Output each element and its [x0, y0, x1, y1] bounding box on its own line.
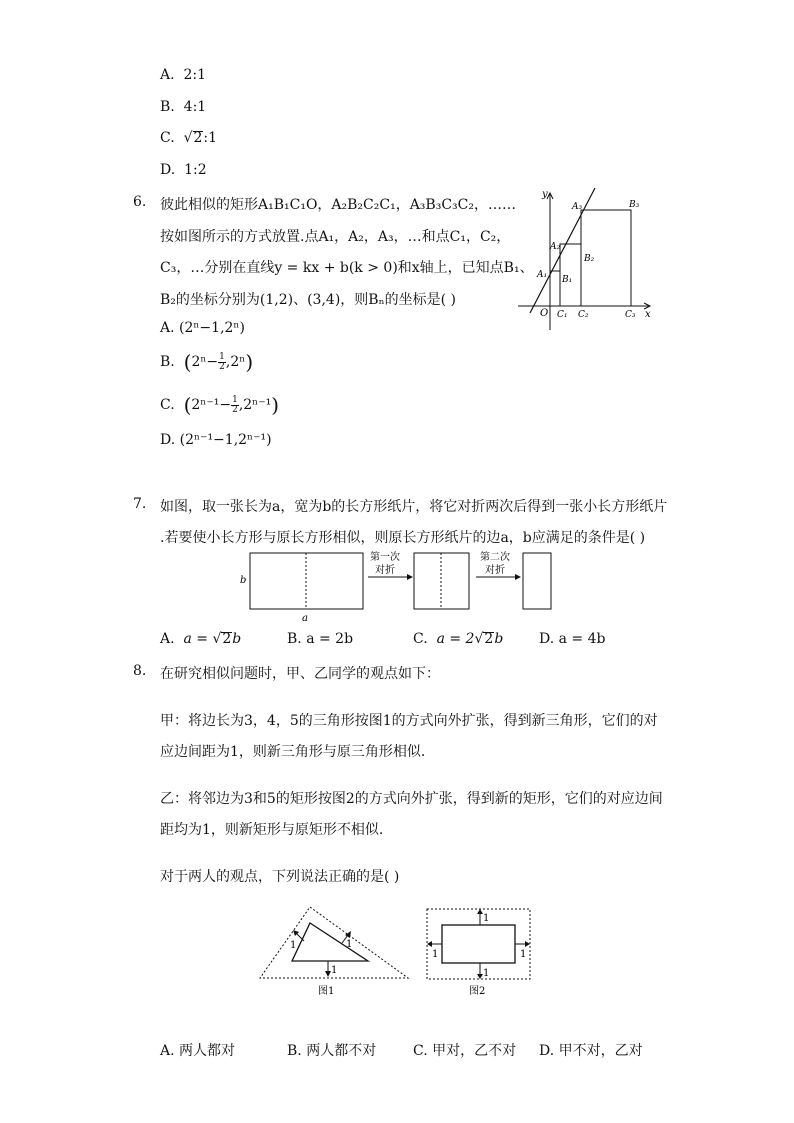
option-letter: A.	[160, 67, 175, 83]
distance-label: 1	[432, 949, 439, 960]
q5-option-b[interactable]	[160, 99, 206, 115]
q5-option-a[interactable]	[160, 67, 206, 83]
label-c1: C₁	[557, 310, 568, 320]
q7-option-a[interactable]: A. a = √2b	[160, 631, 242, 647]
rectangle-1	[550, 271, 560, 306]
fold1-label: 第一次	[370, 552, 400, 563]
q8-jia-line2: 应边间距为1，则新三角形与原三角形相似.	[160, 744, 426, 760]
q6-option-a[interactable]: A. (2ⁿ−1,2ⁿ)	[160, 320, 245, 336]
q6-option-d[interactable]: D. (2ⁿ⁻¹−1,2ⁿ⁻¹)	[160, 432, 272, 448]
figure1-caption: 图1	[318, 986, 335, 997]
label-b1: B₁	[562, 275, 573, 285]
distance-label: 1	[346, 939, 353, 950]
option-text: 2ⁿ⁻¹−	[191, 397, 232, 413]
left-paren: (	[183, 350, 192, 374]
q8-figure2	[424, 905, 534, 1000]
distance-label: 1	[331, 965, 338, 976]
denominator: 2	[219, 361, 225, 372]
arrow-2-head	[515, 574, 521, 580]
right-paren: )	[245, 350, 254, 374]
label-o: O	[540, 308, 549, 319]
option-text: :1	[203, 130, 218, 146]
q8-yi-line1: 乙：将邻边为3和5的矩形按图2的方式向外扩张，得到新的矩形，它们的对应边间	[160, 791, 663, 807]
fold2-label: 对折	[485, 565, 505, 576]
q7-number: 7.	[133, 496, 147, 512]
q8-jia-line1: 甲：将边长为3，4，5的三角形按图1的方式向外扩张，得到新三角形，它们的对	[160, 713, 658, 729]
denominator: 2	[232, 404, 238, 415]
option-letter: D.	[160, 162, 176, 178]
option-text: b	[494, 631, 504, 647]
arrow-head	[427, 941, 432, 947]
q8-yi-line2: 距均为1，则新矩形与原矩形不相似.	[160, 822, 384, 838]
q7-line2: .若要使小长方形与原长方形相似，则原长方形纸片的边a，b应满足的条件是( )	[160, 530, 646, 546]
radicand: 2	[484, 631, 494, 647]
option-text: 4:1	[183, 99, 207, 115]
distance-label: 1	[483, 968, 490, 979]
q6-option-c[interactable]	[160, 393, 279, 417]
original-triangle	[292, 923, 368, 961]
numerator: 1	[219, 351, 225, 362]
q8-option-b[interactable]: B. 两人都不对	[287, 1043, 377, 1059]
quarter-rectangle	[523, 553, 551, 609]
q6-option-b[interactable]	[160, 350, 253, 374]
q8-figure1	[258, 905, 413, 1000]
q8-intro: 在研究相似问题时，甲、乙同学的观点如下：	[160, 666, 440, 682]
q6-line1: 彼此相似的矩形A₁B₁C₁O，A₂B₂C₂C₁，A₃B₃C₃C₂，……	[160, 197, 516, 213]
distance-label: 1	[290, 940, 297, 951]
right-paren: )	[271, 393, 280, 417]
arrow-head	[525, 941, 530, 947]
q7-folding-figure	[235, 548, 565, 626]
fraction	[218, 353, 226, 372]
option-letter: C.	[413, 631, 428, 647]
label-c2: C₂	[578, 310, 589, 320]
label-x: x	[645, 309, 651, 320]
q6-coordinate-figure	[510, 185, 660, 335]
option-text: a =	[183, 631, 213, 647]
option-letter: C.	[160, 397, 175, 413]
fold2-label: 第二次	[480, 552, 510, 563]
label-b2: B₂	[584, 254, 595, 264]
q6-line2: 按如图所示的方式放置.点A₁，A₂，A₃，…和点C₁，C₂，	[160, 229, 511, 245]
label-a: a	[302, 613, 308, 624]
label-a2: A₂	[550, 242, 561, 252]
fold1-label: 对折	[375, 565, 395, 576]
label-b: b	[240, 575, 247, 586]
q8-question: 对于两人的观点，下列说法正确的是( )	[160, 869, 400, 885]
figure2-caption: 图2	[469, 986, 486, 997]
option-text: b	[232, 631, 242, 647]
q8-option-c[interactable]: C. 甲对，乙不对	[413, 1043, 517, 1059]
original-rectangle	[442, 925, 515, 963]
label-a1: A₁	[537, 270, 548, 280]
arrow-1-head	[407, 574, 413, 580]
fraction	[231, 396, 239, 415]
q6-line4: B₂的坐标分别为(1,2)、(3,4)，则Bₙ的坐标是( )	[160, 292, 456, 308]
distance-label: 1	[483, 913, 490, 924]
q6-line3: C₃，…分别在直线y = kx + b(k > 0)和x轴上，已知点B₁、	[160, 260, 534, 276]
arrow-head	[345, 931, 351, 938]
q5-option-c[interactable]: C. √2:1	[160, 130, 218, 146]
option-letter: A.	[160, 631, 175, 647]
distance-label: 1	[520, 949, 527, 960]
radicand: 2	[193, 130, 203, 146]
q7-line1: 如图，取一张长为a，宽为b的长方形纸片，将它对折两次后得到一张小长方形纸片	[160, 499, 668, 515]
option-text: a = 2	[436, 631, 475, 647]
line-y-kx-b	[530, 188, 595, 313]
label-y: y	[542, 189, 548, 200]
option-text: ,2ⁿ⁻¹	[238, 397, 272, 413]
option-text: 2:1	[183, 67, 206, 83]
option-text: ,2ⁿ	[225, 354, 246, 370]
q7-option-c[interactable]: C. a = 2√2b	[413, 631, 504, 647]
label-a3: A₃	[572, 202, 583, 212]
option-letter: C.	[160, 130, 175, 146]
q7-option-d[interactable]: D. a = 4b	[539, 631, 606, 647]
left-paren: (	[183, 393, 192, 417]
q5-option-d[interactable]	[160, 162, 207, 178]
q6-number: 6.	[133, 194, 147, 210]
option-letter: B.	[160, 99, 175, 115]
label-c3: C₃	[625, 310, 636, 320]
radicand: 2	[222, 631, 232, 647]
label-b3: B₃	[629, 200, 640, 210]
option-text: 2ⁿ−	[191, 354, 219, 370]
numerator: 1	[232, 394, 238, 405]
q8-number: 8.	[133, 663, 147, 679]
q7-option-b[interactable]: B. a = 2b	[287, 631, 354, 647]
option-letter: B.	[160, 354, 175, 370]
q8-option-a[interactable]: A. 两人都对	[160, 1043, 236, 1059]
option-text: 1:2	[184, 162, 207, 178]
q8-option-d[interactable]: D. 甲不对，乙对	[539, 1043, 643, 1059]
